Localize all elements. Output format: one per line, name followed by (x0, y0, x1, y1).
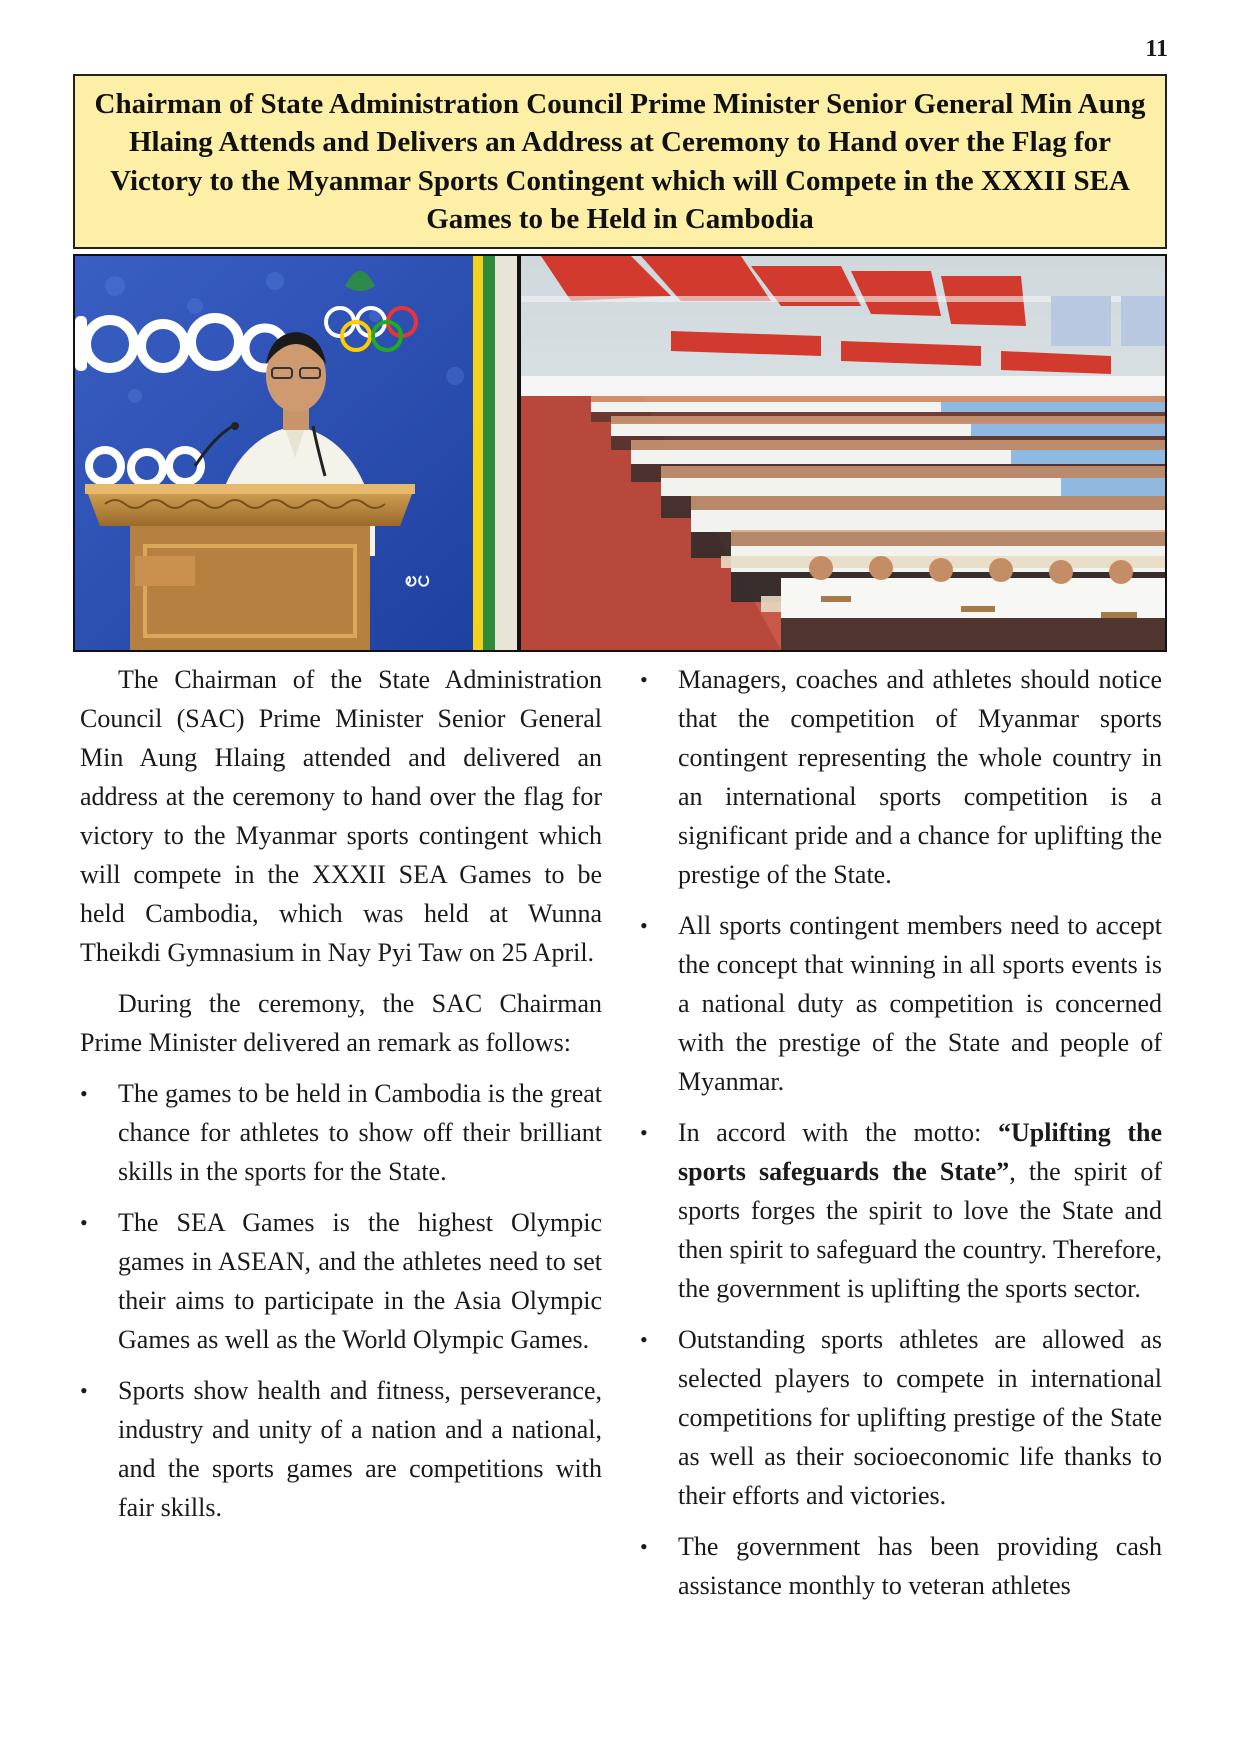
list-item: • Managers, coaches and athletes should notice that the competition of Myanmar sports contingent representing the whole country in an international sports competition is a significant pride and a chance for uplifting the prestige of the State. (640, 660, 1162, 894)
bullet-icon: • (640, 1327, 648, 1352)
bullet-icon: • (640, 1120, 648, 1145)
right-column (640, 660, 1162, 1617)
list-item: • The government has been providing cash assistance monthly to veteran athletes (640, 1527, 1162, 1605)
article-title-box (73, 74, 1167, 249)
bullet-icon: • (640, 1534, 648, 1559)
motto-text: “Uplifting the sports safeguards the State” (678, 1118, 1162, 1186)
article-title: Chairman of State Administration Council Prime Minister Senior General Min Aung Hlaing Attends and Delivers an Address at Ceremony to Hand over the Flag for Victory to the Myanmar Sports Contingent which will Compete in the XXXII SEA Games to be Held in Cambodia (94, 87, 1146, 235)
list-item: • All sports contingent members need to accept the concept that winning in all sports events is a national duty as competition is concerned with the prestige of the State and people of Myanmar. (640, 906, 1162, 1101)
list-item: • The games to be held in Cambodia is the great chance for athletes to show off their brilliant skills in the sports for the State. (80, 1074, 602, 1191)
intro-paragraph: The Chairman of the State Administration Council (SAC) Prime Minister Senior General Min Aung Hlaing attended and delivered an address at the ceremony to hand over the flag for victory to the Myanmar sports contingent which will compete in the XXXII SEA Games to be held Cambodia, which was held at Wunna Theikdi Gymnasium in Nay Pyi Taw on 25 April. (80, 665, 602, 967)
page-number: 11 (1145, 36, 1168, 62)
left-column (80, 660, 602, 1539)
bullet-icon: • (640, 913, 648, 938)
list-item: • In accord with the motto: “Uplifting the sports safeguards the State”, the spirit of sports forges the spirit to love the State and then spirit to safeguard the country. Therefore, the government is uplifting the sports sector. (640, 1113, 1162, 1308)
bullet-icon: • (80, 1210, 88, 1235)
audience-in-gymnasium-photo (521, 256, 1165, 650)
photo-strip (73, 254, 1167, 652)
remarks-list-left (80, 1074, 602, 1527)
remarks-list-right (640, 660, 1162, 1605)
svg-text:ၿပ: ၿပ (405, 567, 431, 592)
remark-intro-paragraph: During the ceremony, the SAC Chairman Prime Minister delivered an remark as follows: (80, 989, 602, 1057)
bullet-icon: • (640, 667, 648, 692)
list-item: • Outstanding sports athletes are allowed as selected players to compete in international competitions for uplifting prestige of the State as well as their socioeconomic life thanks to their efforts and victories. (640, 1320, 1162, 1515)
bullet-icon: • (80, 1081, 88, 1106)
list-item: • The SEA Games is the highest Olympic games in ASEAN, and the athletes need to set their aims to participate in the Asia Olympic Games as well as the World Olympic Games. (80, 1203, 602, 1359)
bullet-icon: • (80, 1378, 88, 1403)
list-item: • Sports show health and fitness, perseverance, industry and unity of a nation and a national, and the sports games are competitions with fair skills. (80, 1371, 602, 1527)
speaker-at-podium-photo (75, 256, 517, 650)
